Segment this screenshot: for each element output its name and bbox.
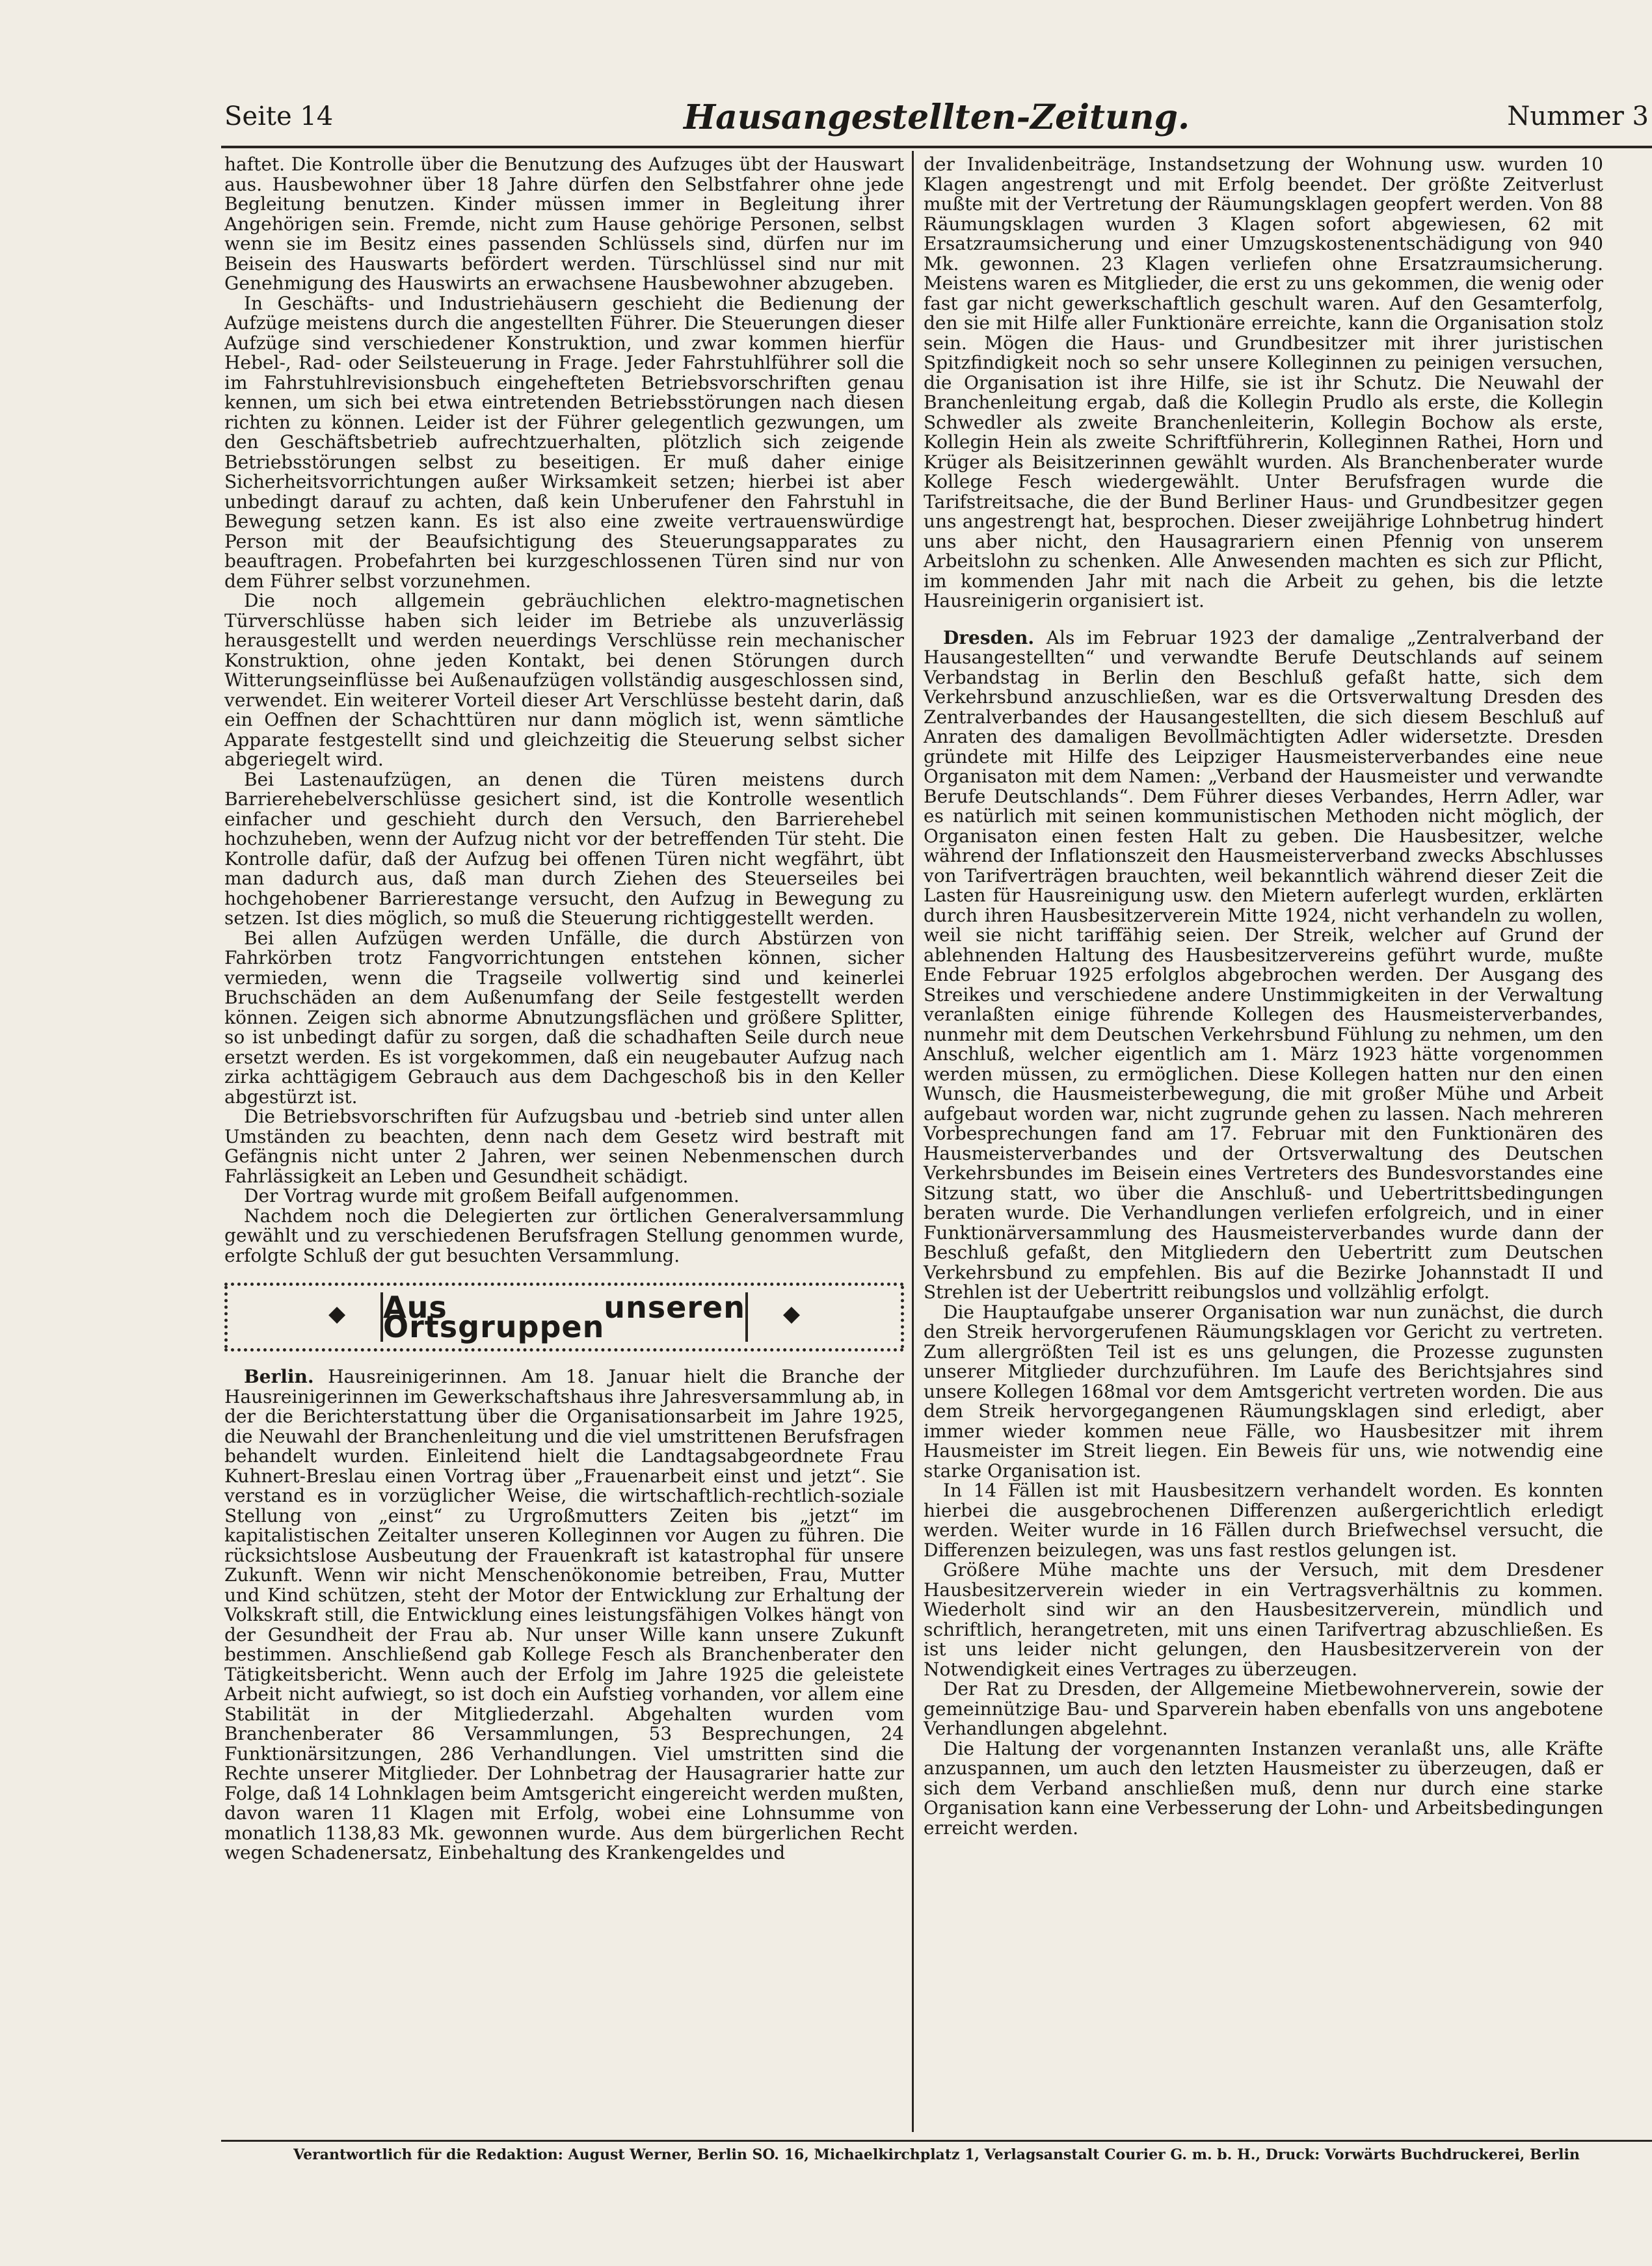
article-paragraph: Größere Mühe machte uns der Versuch, mit dem Dresdener Hausbesitzerverein wieder in ein Vertragsverhältnis zu kommen. Wiederholt sind wir an den Hausbesitzerverein, mündlich und schriftlich, herangetreten, mit uns einen Tarifvertrag abzuschließen. Es ist uns leider nicht gelungen, den Hausbesitzerverein von der Notwendigkeit eines Vertrages zu überzeugen.: [924, 1559, 1603, 1680]
article-paragraph: Die noch allgemein gebräuchlichen elektro-magnetischen Türverschlüsse haben sich leider im Betriebe als unzuverlässig herausgestellt und werden neuerdings Verschlüsse rein mechanischer Konstruktion, ohne jeden Kontakt, bei denen Störungen durch Witterungseinflüsse bei Außenaufzügen vollständig ausgeschlossen sind, verwendet. Ein weiterer Vorteil dieser Art Verschlüsse besteht darin, daß ein Oeffnen der Schachttüren nur dann möglich ist, wenn sämtliche Apparate festgestellt sind und gleichzeitig die Steuerung selbst sicher abgeriegelt wird.: [224, 590, 904, 770]
berlin-report: [224, 1367, 904, 1863]
article-paragraph: haftet. Die Kontrolle über die Benutzung des Aufzuges übt der Hauswart aus. Hausbewohner über 18 Jahre dürfen den Selbstfahrer ohne jede Begleitung benutzen. Kinder müssen immer in Begleitung ihrer Angehörigen sein. Fremde, nicht zum Hause gehörige Personen, selbst wenn sie im Besitz eines passenden Schlüssels sind, dürfen nur im Beisein des Hauswarts befördert werden. Türschlüssel sind nur mit Genehmigung des Hauswirts an erwachsene Hausbewohner abzugeben.: [224, 153, 904, 294]
article-paragraph: Die Hauptaufgabe unserer Organisation war nun zunächst, die durch den Streik hervorgerufenen Räumungsklagen vor Gericht zu vertreten. Zum allergrößten Teil ist es uns gelungen, die Prozesse zugunsten unserer Mitglieder durchzuführen. Im Laufe des Berichtsjahres sind unsere Kollegen 168mal vor dem Amtsgericht vertreten worden. Die aus dem Streik hervorgegangenen Räumungsklagen sind erledigt, aber immer wieder kommen neue Fälle, wo Hausbesitzer mit ihrem Hausmeister im Streit liegen. Ein Beweis für uns, wie notwendig eine starke Organisation ist.: [924, 1301, 1603, 1482]
article-paragraph: In Geschäfts- und Industriehäusern geschieht die Bedienung der Aufzüge meistens durch die angestellten Führer. Die Steuerungen dieser Aufzüge sind verschiedener Konstruktion, und zwar kommen hierfür Hebel-, Rad- oder Seilsteuerung in Frage. Jeder Fahrstuhlführer soll die im Fahrstuhlrevisionsbuch eingehefteten Betriebsvorschriften genau kennen, um sich bei etwa eintretenden Betriebsstörungen nach diesen richten zu können. Leider ist der Führer gelegentlich gezwungen, um den Geschäftsbetrieb aufrechtzuerhalten, plötzlich sich zeigende Betriebsstörungen selbst zu beseitigen. Er muß daher einige Sicherheitsvorrichtungen außer Wirksamkeit setzen; hierbei ist aber unbedingt darauf zu achten, daß kein Unberufener den Fahrstuhl in Bewegung setzen kann. Es ist also eine zweite vertrauenswürdige Person mit der Beaufsichtigung des Steuerungsapparates zu beauftragen. Probefahrten bei kurzgeschlossenen Türen sind nur von dem Führer selbst vorzunehmen.: [224, 292, 904, 592]
left-column: [224, 155, 904, 2086]
section-heading: Aus unseren Ortsgruppen: [383, 1289, 745, 1344]
article-paragraph: Der Vortrag wurde mit großem Beifall aufgenommen.: [244, 1185, 739, 1206]
footer-rule: [221, 2140, 1652, 2142]
page-header: [224, 98, 1649, 143]
masthead-title: Hausangestellten-Zeitung.: [683, 98, 1190, 137]
page-number: Seite 14: [224, 101, 334, 131]
city-label-berlin: Berlin.: [244, 1366, 314, 1387]
section-heading-box: [224, 1283, 904, 1352]
city-label-dresden: Dresden.: [943, 626, 1035, 648]
dresden-report: [924, 628, 1603, 1303]
header-rule: [221, 146, 1652, 148]
imprint-footer: Verantwortlich für die Redaktion: August Werner, Berlin SO. 16, Michaelkirchplatz 1, Verlagsanstalt Courier G. m. b. H., Druck: Vorwärts Buchdruckerei, Berlin: [293, 2146, 1580, 2163]
article-paragraph: Der Rat zu Dresden, der Allgemeine Mietbewohnerverein, sowie der gemeinnützige Bau- und Sparverein haben ebenfalls von uns angebotene Verhandlungen abgelehnt.: [924, 1678, 1603, 1739]
diamond-ornament-icon: ◆: [328, 1301, 346, 1327]
article-paragraph: Die Haltung der vorgenannten Instanzen veranlaßt uns, alle Kräfte anzuspannen, um auch den letzten Hausmeister zu überzeugen, daß er sich dem Verband anschließen muß, denn nur durch eine starke Organisation kann eine Verbesserung der Lohn- und Arbeitsbedingungen erreicht werden.: [924, 1737, 1603, 1839]
article-paragraph: Bei Lastenaufzügen, an denen die Türen meistens durch Barrierehebelverschlüsse gesichert sind, ist die Kontrolle wesentlich einfacher und geschieht durch den Versuch, den Barrierehebel hochzuheben, wenn der Aufzug nicht vor der betreffenden Tür steht. Die Kontrolle dafür, daß der Aufzug bei offenen Türen nicht wegfährt, übt man dadurch aus, daß man durch Ziehen des Steuerseiles bei hochgehobener Barrierestange versucht, den Aufzug in Bewegung zu setzen. Ist dies möglich, so muß die Steuerung richtiggestellt werden.: [224, 768, 904, 929]
diamond-ornament-icon: ◆: [782, 1301, 800, 1327]
article-paragraph: Nachdem noch die Delegierten zur örtlichen Generalversammlung gewählt und zu verschiedenen Berufsfragen Stellung genommen wurde, erfolgte Schluß der gut besuchten Versammlung.: [224, 1205, 904, 1266]
right-column: [924, 155, 1603, 2171]
article-paragraph: In 14 Fällen ist mit Hausbesitzern verhandelt worden. Es konnten hierbei die ausgebrochenen Differenzen außergerichtlich erledigt werden. Weiter wurde in 16 Fällen durch Briefwechsel versucht, die Differenzen beizulegen, was uns fast restlos gelungen ist.: [924, 1480, 1603, 1561]
article-paragraph: Bei allen Aufzügen werden Unfälle, die durch Abstürzen von Fahrkörben trotz Fangvorrichtungen entstehen können, sicher vermieden, wenn die Tragseile vollwertig sind und keinerlei Bruchschäden an dem Außenumfang der Seile festgestellt werden können. Zeigen sich abnorme Abnutzungsflächen und größere Splitter, so ist unbedingt dafür zu sorgen, daß die schadhaften Seile durch neue ersetzt werden. Es ist vorgekommen, daß ein neugebauter Aufzug nach zirka achttägigem Gebrauch aus dem Dachgeschoß bis in den Keller abgestürzt ist.: [224, 927, 904, 1108]
dresden-report-text: Als im Februar 1923 der damalige „Zentralverband der Hausangestellten“ und verwandte Berufe Deutschlands auf seinem Verbandstag in Berlin den Beschluß gefaßt hatte, sich dem Verkehrsbund anzuschließen, war es die Ortsverwaltung Dresden des Zentralverbandes der Hausangestellten, die sich diesem Beschluß auf Anraten des damaligen Bevollmächtigten Adler widersetzte. Dresden gründete mit Hilfe des Leipziger Hausmeisterverbandes eine neue Organisaton mit dem Namen: „Verband der Hausmeister und verwandte Berufe Deutschlands“. Dem Führer dieses Verbandes, Herrn Adler, war es natürlich mit seinen kommunistischen Methoden nicht möglich, der Organisaton einen festen Halt zu geben. Die Hausbesitzer, welche während der Inflationszeit den Hausmeisterverband zwecks Abschlusses von Tarifverträgen brauchten, weil bekanntlich während dieser Zeit die Lasten für Hausreinigung usw. den Mietern auferlegt wurden, erklärten durch ihren Hausbesitzerverein Mitte 1924, nicht verhandeln zu wollen, weil sie nicht tariffähig seien. Der Streik, welcher auf Grund der ablehnenden Haltung des Hausbesitzervereins geführt wurde, mußte Ende Februar 1925 erfolglos abgebrochen werden. Der Ausgang des Streikes und verschiedene andere Unstimmigkeiten in der Verwaltung veranlaßten einige führende Kollegen des Hausmeisterverbandes, nunmehr mit dem Deutschen Verkehrsbund Fühlung zu nehmen, um den Anschluß, welcher eigentlich am 1. März 1923 hätte vorgenommen werden müssen, zu ermöglichen. Diese Kollegen hatten nur den einen Wunsch, die Hausmeisterbewegung, die mit großer Mühe und Arbeit aufgebaut worden war, nicht zugrunde gehen zu lassen. Nach mehreren Vorbesprechungen fand am 17. Februar mit den Funktionären des Hausmeisterverbandes und der Ortsverwaltung des Deutschen Verkehrsbundes im Beisein eines Vertreters des Bundesvorstandes eine Sitzung statt, wo über die Anschluß- und Uebertrittsbedingungen beraten wurde. Die Verhandlungen verliefen erfolgreich, und in einer Funktionärversammlung des Hausmeisterverbandes wurde dann der Beschluß gefaßt, den Mitgliedern den Uebertritt zum Deutschen Verkehrsbund zu empfehlen. Bis auf die Bezirke Johannstadt II und Strehlen ist der Uebertritt reibungslos und vollzählig erfolgt.: [924, 626, 1603, 1303]
column-divider: [912, 151, 914, 2132]
article-paragraph: Die Betriebsvorschriften für Aufzugsbau und -betrieb sind unter allen Umständen zu beachten, denn nach dem Gesetz wird bestraft mit Gefängnis nicht unter 2 Jahren, wer seinen Nebenmenschen durch Fahrlässigkeit an Leben und Gesundheit schädigt.: [224, 1106, 904, 1187]
article-paragraph: der Invalidenbeiträge, Instandsetzung der Wohnung usw. wurden 10 Klagen angestrengt und mit Erfolg beendet. Der größte Zeitverlust mußte mit der Vertretung der Räumungsklagen geopfert werden. Von 88 Räumungsklagen wurden 3 Klagen sofort abgewiesen, 62 mit Ersatzraumsicherung und einer Umzugskostenentschädigung von 940 Mk. gewonnen. 23 Klagen verliefen ohne Ersatzraumsicherung. Meistens waren es Mitglieder, die erst zu uns gekommen, die wenig oder fast gar nicht gewerkschaftlich geschult waren. Auf den Gesamterfolg, den sie mit Hilfe aller Funktionäre erreichte, kann die Organisation stolz sein. Mögen die Haus- und Grundbesitzer mit ihrer juristischen Spitzfindigkeit noch so sehr unsere Kolleginnen zu peinigen versuchen, die Organisation ist ihre Hilfe, sie ist ihr Schutz. Die Neuwahl der Branchenleitung ergab, daß die Kollegin Prudlo als erste, die Kollegin Schwedler als zweite Branchenleiterin, Kollegin Bochow als erste, Kollegin Hein als zweite Schriftführerin, Kolleginnen Rathei, Horn und Krüger als Beisitzerinnen gewählt wurden. Als Branchenberater wurde Kollege Fesch wiedergewählt. Unter Berufsfragen wurde die Tarifstreitsache, die der Bund Berliner Haus- und Grundbesitzer gegen uns angestrengt hat, besprochen. Dieser zweijährige Lohnbetrug hindert uns aber nicht, den Hausagrariern einen Pfennig von unserem Arbeitslohn zu schenken. Alle Anwesenden machten es sich zur Pflicht, im kommenden Jahr mit nach die Arbeit zu gehen, bis die letzte Hausreinigerin organisiert ist.: [924, 153, 1603, 611]
berlin-report-text: Hausreinigerinnen. Am 18. Januar hielt die Branche der Hausreinigerinnen im Gewerkschaftshaus ihre Jahresversammlung ab, in der die Berichterstattung über die Organisationsarbeit im Jahre 1925, die Neuwahl der Branchenleitung und die viel umstrittenen Berufsfragen behandelt wurden. Einleitend hielt die Landtagsabgeordnete Frau Kuhnert-Breslau einen Vortrag über „Frauenarbeit einst und jetzt“. Sie verstand es in vorzüglicher Weise, die wirtschaftlich-rechtlich-soziale Stellung von „einst“ zu Urgroßmutters Zeiten bis „jetzt“ im kapitalistischen Zeitalter unseren Kolleginnen vor Augen zu führen. Die rücksichtslose Ausbeutung der Frauenkraft ist katastrophal für unsere Zukunft. Wenn wir nicht Menschenökonomie betreiben, Frau, Mutter und Kind schützen, steht der Motor der Entwicklung zur Erhaltung der Volkskraft still, die Entwicklung eines leistungsfähigen Volkes hängt von der Gesundheit der Frau ab. Nur unser Wille kann unsere Zukunft bestimmen. Anschließend gab Kollege Fesch als Branchenberater den Tätigkeitsbericht. Wenn auch der Erfolg im Jahre 1925 die geleistete Arbeit nicht aufwiegt, so ist doch ein Aufstieg vorhanden, vor allem eine Stabilität in der Mitgliederzahl. Abgehalten wurden vom Branchenberater 86 Versammlungen, 53 Besprechungen, 24 Funktionärsitzungen, 286 Verhandlungen. Viel umstritten sind die Rechte unserer Mitglieder. Der Lohnbetrag der Hausagrarier hatte zur Folge, daß 14 Lohnklagen beim Amtsgericht eingereicht werden mußten, davon waren 11 Klagen mit Erfolg, wobei eine Lohnsumme von monatlich 1138,83 Mk. gewonnen wurde. Aus dem bürgerlichen Recht wegen Schadenersatz, Einbehaltung des Krankengeldes und: [224, 1366, 904, 1863]
issue-number: Nummer 3: [1507, 101, 1649, 131]
